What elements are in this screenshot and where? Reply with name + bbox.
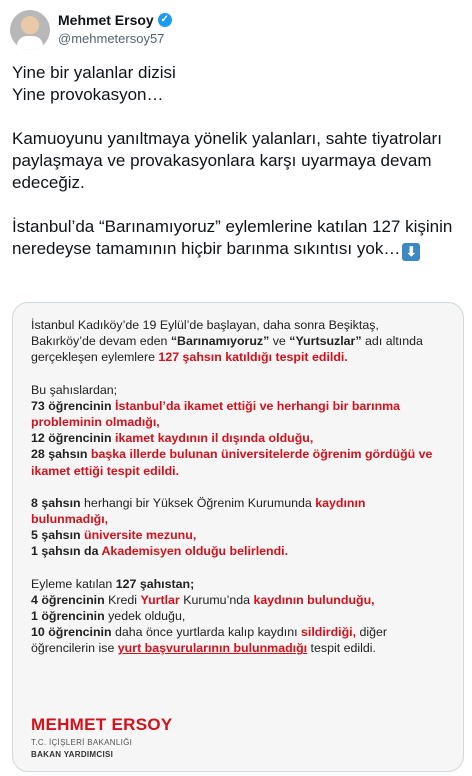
verified-badge-icon: ✓ — [158, 13, 172, 27]
section-4-item-3: 10 öğrencinin daha önce yurtlarda kalıp kaydını sildirdiği, diğer öğrencilerin ise yurt başvurularının bulunmadığı tespit edildi. — [31, 625, 388, 656]
tweet-paragraph-2: Kamuoyunu yanıltmaya yönelik yalanları, sahte tiyatroları paylaşmaya ve provakasyonlara karşı uyarmaya devam edeceğiz. — [12, 129, 442, 192]
section-3-item-3: 1 şahsın da Akademisyen olduğu belirlendi. — [31, 544, 289, 559]
avatar[interactable] — [10, 10, 50, 50]
statement-intro: İstanbul Kadıköy’de 19 Eylül’de başlayan, daha sonra Beşiktaş, Bakırköy’de devam eden “Barınamıyoruz” ve “Yurtsuzlar” adı altında gerçekleşen eylemlere 127 şahsın katıldığı tespit edildi. — [31, 318, 423, 365]
section-4-item-2: 1 öğrencinin yedek olduğu, — [31, 609, 186, 624]
author-handle[interactable]: @mehmetersoy57 — [58, 31, 165, 46]
section-2-item-3: 28 şahsın başka illerde bulunan üniversitelerde öğrenim gördüğü ve ikamet ettiği tespit edildi. — [31, 447, 433, 478]
attached-image[interactable] — [12, 302, 464, 772]
author-name[interactable]: Mehmet Ersoy — [58, 12, 154, 28]
tweet-paragraph-3: İstanbul’da “Barınamıyoruz” eylemlerine katılan 127 kişinin neredeyse tamamının hiçbir barınma sıkıntısı yok… ⬇ — [12, 217, 453, 259]
section-4-item-1: 4 öğrencinin Kredi Yurtlar Kurumu’nda kaydının bulunduğu, — [31, 592, 375, 607]
signature-block — [31, 715, 173, 759]
tweet-header — [10, 10, 462, 54]
signature-ministry: T.C. İÇİŞLERİ BAKANLIĞI — [31, 738, 133, 747]
section-2-item-2: 12 öğrencinin ikamet kaydının il dışında olduğu, — [31, 431, 314, 446]
section-3-item-2: 5 şahsın üniversite mezunu, — [31, 528, 197, 543]
down-arrow-icon: ⬇ — [402, 243, 420, 261]
signature-title: BAKAN YARDIMCISI — [31, 750, 114, 759]
tweet-line-1: Yine bir yalanlar dizisi — [12, 63, 176, 82]
tweet-line-2: Yine provokasyon… — [12, 85, 164, 104]
section-2-item-1: 73 öğrencinin İstanbul’da ikamet ettiği ve herhangi bir barınma probleminin olmadığı, — [31, 398, 401, 430]
section-4-heading: Eyleme katılan 127 şahıstan; — [31, 576, 195, 591]
signature-name: MEHMET ERSOY — [31, 715, 173, 734]
statement-text — [31, 317, 445, 657]
tweet-text — [12, 62, 464, 261]
author-name-row — [58, 11, 172, 29]
section-2-heading: Bu şahıslardan; — [31, 382, 118, 397]
section-3-item-1: 8 şahsın herhangi bir Yüksek Öğrenim Kurumunda kaydının bulunmadığı, — [31, 495, 366, 527]
